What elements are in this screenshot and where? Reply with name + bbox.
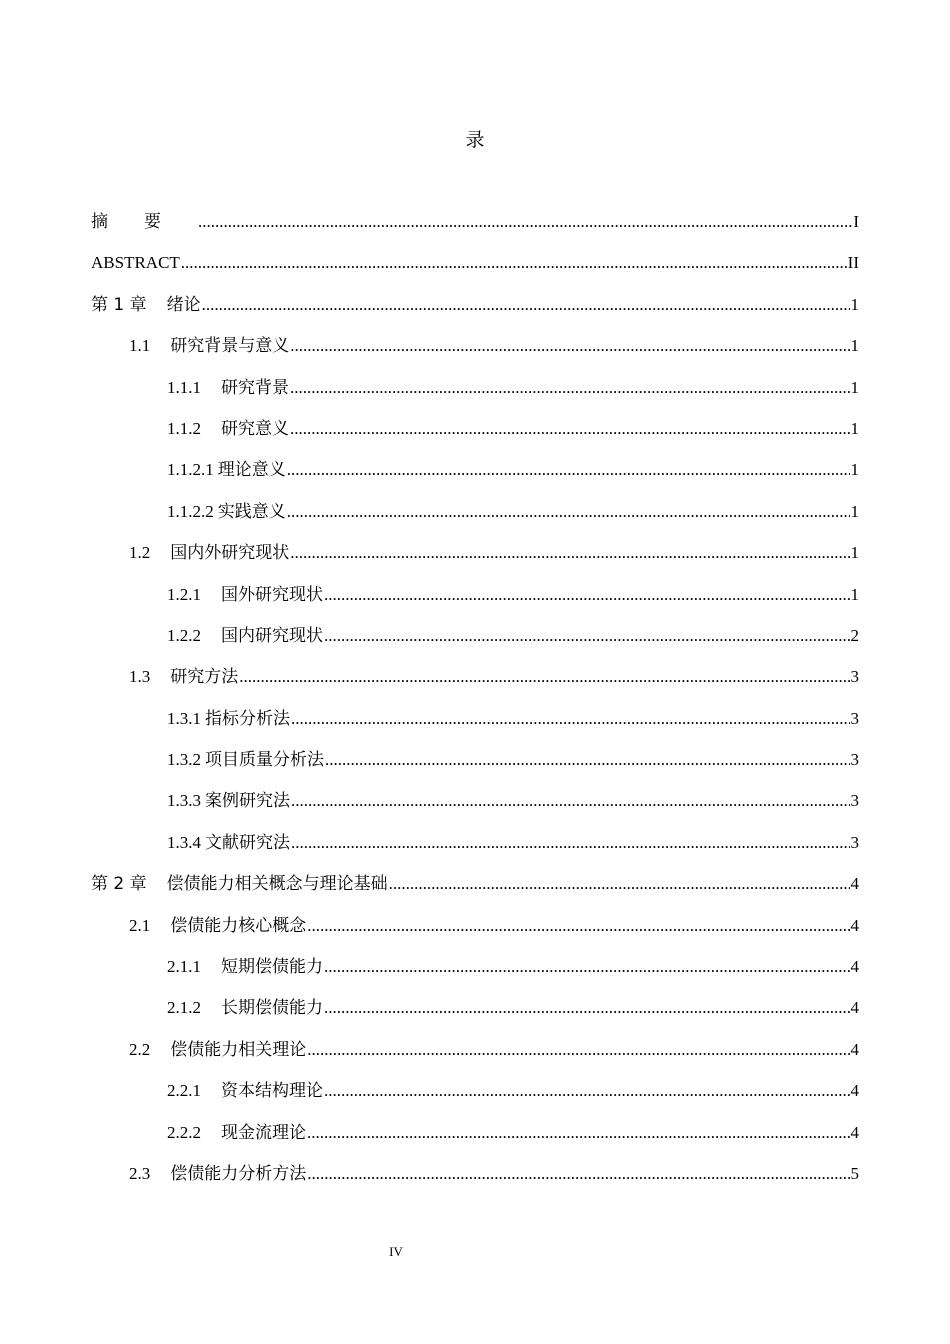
toc-entry-number: 1.3.1 bbox=[167, 708, 201, 728]
toc-entry-page: 1 bbox=[850, 584, 859, 604]
toc-leader-dots bbox=[307, 1029, 849, 1070]
toc-leader-dots bbox=[389, 863, 850, 904]
toc-entry-label: 偿债能力核心概念 bbox=[170, 915, 307, 936]
toc-entry-page: 1 bbox=[850, 377, 859, 397]
toc-entry[interactable] bbox=[91, 1153, 859, 1194]
toc-entry-page: 3 bbox=[850, 750, 859, 770]
toc-entry-label: 短期偿债能力 bbox=[221, 957, 323, 978]
toc-entry-label: 资本结构理论 bbox=[221, 1081, 323, 1102]
toc-entry-number: 2.2.2 bbox=[167, 1122, 201, 1142]
toc-entry[interactable] bbox=[91, 532, 859, 573]
toc-entry[interactable] bbox=[91, 656, 859, 697]
toc-entry[interactable] bbox=[91, 242, 859, 283]
toc-entry-number: 1.2.1 bbox=[167, 584, 201, 604]
toc-entry-number: 1.2 bbox=[129, 543, 151, 563]
toc-entry-label: 实践意义 bbox=[217, 501, 286, 522]
toc-entry[interactable] bbox=[91, 987, 859, 1028]
toc-leader-dots bbox=[291, 698, 850, 739]
toc-entry-page: 4 bbox=[850, 998, 859, 1018]
toc-entry-page: 5 bbox=[850, 1163, 859, 1183]
toc-leader-dots bbox=[291, 780, 850, 821]
toc-entry-page: 4 bbox=[850, 1122, 859, 1142]
toc-entry[interactable] bbox=[91, 367, 859, 408]
toc-entry-number: 1.1.2 bbox=[167, 418, 201, 438]
toc-entry-page: 1 bbox=[850, 336, 859, 356]
table-of-contents bbox=[91, 201, 859, 1194]
toc-leader-dots bbox=[202, 284, 850, 325]
toc-entry[interactable] bbox=[91, 615, 859, 656]
toc-entry-label: 国内研究现状 bbox=[221, 625, 323, 646]
toc-entry[interactable] bbox=[91, 284, 859, 325]
toc-entry-number: 第 1 章 bbox=[91, 294, 147, 315]
toc-entry-page: 3 bbox=[850, 791, 859, 811]
toc-entry-label: 项目质量分析法 bbox=[205, 750, 324, 771]
toc-entry-label: 绪论 bbox=[166, 294, 201, 315]
toc-entry[interactable] bbox=[91, 946, 859, 987]
toc-entry-label: 偿债能力相关理论 bbox=[170, 1039, 307, 1060]
toc-entry-label: 现金流理论 bbox=[221, 1122, 306, 1143]
toc-entry-page: 1 bbox=[850, 294, 859, 314]
toc-entry-label: 摘要 bbox=[91, 212, 197, 232]
toc-leader-dots bbox=[290, 408, 850, 449]
toc-entry[interactable] bbox=[91, 1112, 859, 1153]
toc-entry-page: I bbox=[853, 212, 859, 231]
toc-entry-number: 1.3 bbox=[129, 667, 151, 687]
toc-entry-number: 1.1 bbox=[129, 336, 151, 356]
toc-entry-number: 2.3 bbox=[129, 1163, 151, 1183]
toc-entry-label: 案例研究法 bbox=[205, 791, 290, 812]
toc-entry-number: 2.2.1 bbox=[167, 1081, 201, 1101]
toc-entry-number: 2.1.2 bbox=[167, 998, 201, 1018]
toc-entry[interactable] bbox=[91, 905, 859, 946]
toc-entry-number: 1.3.4 bbox=[167, 832, 201, 852]
toc-entry-label: 偿债能力分析方法 bbox=[170, 1163, 307, 1184]
toc-entry-page: 1 bbox=[850, 543, 859, 563]
toc-leader-dots bbox=[287, 449, 850, 490]
toc-entry-number: 1.2.2 bbox=[167, 625, 201, 645]
toc-leader-dots bbox=[307, 1153, 849, 1194]
toc-entry-label: 长期偿债能力 bbox=[221, 998, 323, 1019]
toc-entry-label: 国外研究现状 bbox=[221, 584, 323, 605]
toc-entry-number: 2.1.1 bbox=[167, 957, 201, 977]
toc-entry-label: 文献研究法 bbox=[205, 832, 290, 853]
toc-entry-page: 4 bbox=[850, 874, 859, 894]
toc-leader-dots bbox=[290, 325, 849, 366]
toc-entry[interactable] bbox=[91, 1070, 859, 1111]
toc-entry-label: 研究背景 bbox=[221, 377, 289, 398]
toc-leader-dots bbox=[239, 656, 849, 697]
toc-entry-number: 1.1.1 bbox=[167, 377, 201, 397]
toc-entry[interactable] bbox=[91, 408, 859, 449]
toc-entry-page: 4 bbox=[850, 957, 859, 977]
toc-leader-dots bbox=[307, 905, 849, 946]
toc-leader-dots bbox=[324, 615, 850, 656]
toc-entry[interactable] bbox=[91, 201, 859, 242]
toc-leader-dots bbox=[307, 1112, 850, 1153]
toc-entry-page: 4 bbox=[850, 915, 859, 935]
toc-entry-number: 第 2 章 bbox=[91, 874, 147, 895]
toc-entry[interactable] bbox=[91, 698, 859, 739]
toc-entry-label: 研究背景与意义 bbox=[170, 336, 290, 357]
toc-entry-label: 国内外研究现状 bbox=[170, 543, 290, 564]
toc-leader-dots bbox=[325, 739, 850, 780]
toc-entry-page: 3 bbox=[850, 832, 859, 852]
toc-entry[interactable] bbox=[91, 1029, 859, 1070]
toc-entry-page: 3 bbox=[850, 708, 859, 728]
toc-entry[interactable] bbox=[91, 325, 859, 366]
toc-entry[interactable] bbox=[91, 863, 859, 904]
toc-leader-dots bbox=[181, 242, 847, 283]
toc-leader-dots bbox=[198, 201, 852, 242]
toc-leader-dots bbox=[324, 946, 850, 987]
toc-entry-label: ABSTRACT bbox=[91, 253, 180, 273]
toc-entry[interactable] bbox=[91, 574, 859, 615]
toc-entry-page: 1 bbox=[850, 460, 859, 480]
toc-entry[interactable] bbox=[91, 449, 859, 490]
toc-entry-label: 理论意义 bbox=[217, 460, 286, 481]
page-number: IV bbox=[389, 1244, 403, 1259]
toc-leader-dots bbox=[324, 1070, 850, 1111]
toc-entry-number: 1.1.2.1 bbox=[167, 460, 214, 480]
toc-entry-label: 偿债能力相关概念与理论基础 bbox=[166, 874, 388, 895]
toc-entry-label: 研究方法 bbox=[170, 667, 239, 688]
toc-leader-dots bbox=[324, 574, 850, 615]
toc-entry-page: 1 bbox=[850, 418, 859, 438]
toc-entry-page: 1 bbox=[850, 501, 859, 521]
page-title: 录 bbox=[465, 129, 485, 151]
toc-leader-dots bbox=[324, 987, 850, 1028]
toc-entry-number: 1.1.2.2 bbox=[167, 501, 214, 521]
toc-entry-label: 研究意义 bbox=[221, 418, 289, 439]
toc-entry-page: 4 bbox=[850, 1039, 859, 1059]
toc-entry-number: 1.3.2 bbox=[167, 750, 201, 770]
toc-entry-number: 1.3.3 bbox=[167, 791, 201, 811]
toc-entry-page: 4 bbox=[850, 1081, 859, 1101]
toc-entry[interactable] bbox=[91, 780, 859, 821]
toc-leader-dots bbox=[290, 532, 849, 573]
toc-leader-dots bbox=[290, 367, 850, 408]
toc-entry-page: II bbox=[847, 253, 859, 273]
toc-leader-dots bbox=[291, 822, 850, 863]
toc-entry-page: 3 bbox=[850, 667, 859, 687]
toc-entry-label: 指标分析法 bbox=[205, 708, 290, 729]
toc-entry[interactable] bbox=[91, 739, 859, 780]
toc-entry-number: 2.1 bbox=[129, 915, 151, 935]
toc-entry[interactable] bbox=[91, 491, 859, 532]
toc-entry[interactable] bbox=[91, 822, 859, 863]
toc-entry-page: 2 bbox=[850, 625, 859, 645]
toc-leader-dots bbox=[287, 491, 850, 532]
toc-entry-number: 2.2 bbox=[129, 1039, 151, 1059]
